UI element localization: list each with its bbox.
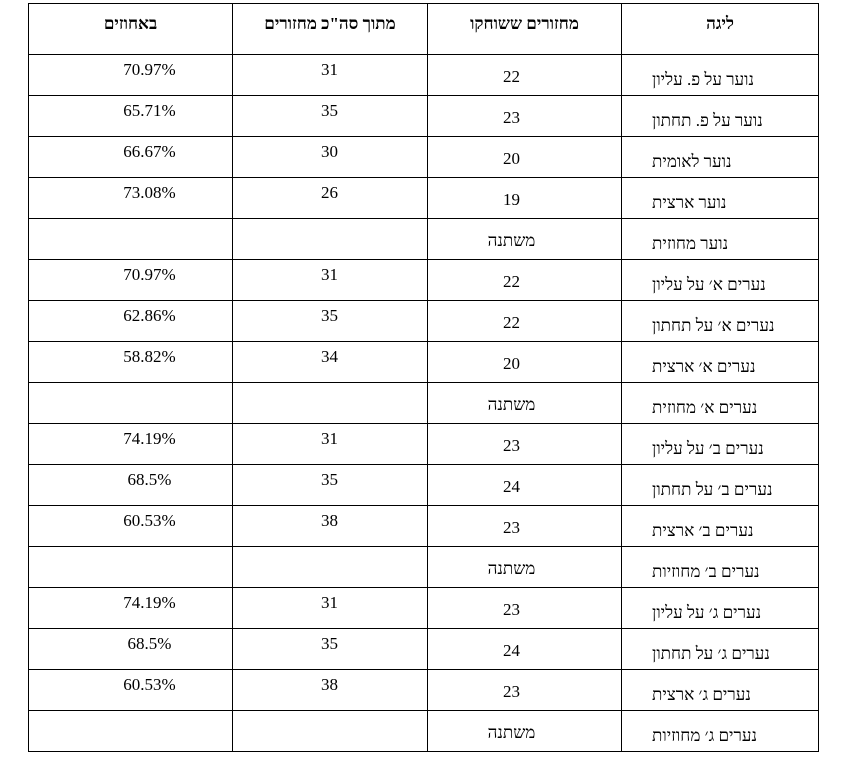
league-cell: נערים ב׳ על תחתון bbox=[622, 465, 819, 506]
percent-cell: 74.19% bbox=[29, 588, 233, 629]
rounds-played-cell: 24 bbox=[428, 465, 622, 506]
out-of-total-cell: 35 bbox=[233, 465, 428, 506]
league-cell: נערים ג׳ על עליון bbox=[622, 588, 819, 629]
header-percent: באחוזים bbox=[29, 4, 233, 55]
percent-cell: 66.67% bbox=[29, 137, 233, 178]
out-of-total-cell: 31 bbox=[233, 260, 428, 301]
league-rounds-table bbox=[28, 3, 819, 752]
league-cell: נוער על פ. עליון bbox=[622, 55, 819, 96]
rounds-played-cell: משתנה bbox=[428, 711, 622, 752]
out-of-total-cell: 31 bbox=[233, 588, 428, 629]
league-cell: נערים א׳ מחוזית bbox=[622, 383, 819, 424]
percent-cell bbox=[29, 711, 233, 752]
table-body bbox=[29, 55, 819, 752]
table-row bbox=[29, 547, 819, 588]
percent-cell: 74.19% bbox=[29, 424, 233, 465]
out-of-total-cell: 26 bbox=[233, 178, 428, 219]
league-cell: נערים ג׳ על תחתון bbox=[622, 629, 819, 670]
league-cell: נערים ב׳ ארצית bbox=[622, 506, 819, 547]
percent-cell bbox=[29, 383, 233, 424]
table-row bbox=[29, 383, 819, 424]
table-row bbox=[29, 424, 819, 465]
table-row bbox=[29, 301, 819, 342]
percent-cell: 68.5% bbox=[29, 465, 233, 506]
out-of-total-cell bbox=[233, 383, 428, 424]
rounds-played-cell: משתנה bbox=[428, 383, 622, 424]
table-row bbox=[29, 465, 819, 506]
rounds-played-cell: 22 bbox=[428, 55, 622, 96]
table-row bbox=[29, 55, 819, 96]
out-of-total-cell: 35 bbox=[233, 96, 428, 137]
table-row bbox=[29, 219, 819, 260]
league-cell: נערים ב׳ על עליון bbox=[622, 424, 819, 465]
rounds-played-cell: 23 bbox=[428, 588, 622, 629]
table-row bbox=[29, 588, 819, 629]
header-out-of-total: מתוך סה"כ מחזורים bbox=[233, 4, 428, 55]
percent-cell bbox=[29, 219, 233, 260]
table-row bbox=[29, 96, 819, 137]
league-cell: נוער לאומית bbox=[622, 137, 819, 178]
out-of-total-cell: 38 bbox=[233, 670, 428, 711]
rounds-played-cell: 20 bbox=[428, 137, 622, 178]
league-cell: נערים ב׳ מחוזיות bbox=[622, 547, 819, 588]
table-row bbox=[29, 260, 819, 301]
out-of-total-cell: 35 bbox=[233, 301, 428, 342]
out-of-total-cell bbox=[233, 219, 428, 260]
rounds-played-cell: 23 bbox=[428, 96, 622, 137]
rounds-played-cell: 23 bbox=[428, 424, 622, 465]
table-row bbox=[29, 670, 819, 711]
out-of-total-cell bbox=[233, 547, 428, 588]
league-cell: נערים א׳ על תחתון bbox=[622, 301, 819, 342]
table-row bbox=[29, 178, 819, 219]
table-row bbox=[29, 629, 819, 670]
rounds-played-cell: משתנה bbox=[428, 219, 622, 260]
league-cell: נוער ארצית bbox=[622, 178, 819, 219]
out-of-total-cell: 31 bbox=[233, 55, 428, 96]
league-cell: נערים א׳ ארצית bbox=[622, 342, 819, 383]
header-rounds-played: מחזורים ששוחקו bbox=[428, 4, 622, 55]
table-row bbox=[29, 137, 819, 178]
out-of-total-cell: 30 bbox=[233, 137, 428, 178]
league-cell: נוער על פ. תחתון bbox=[622, 96, 819, 137]
rounds-played-cell: 23 bbox=[428, 670, 622, 711]
percent-cell: 73.08% bbox=[29, 178, 233, 219]
header-league: ליגה bbox=[622, 4, 819, 55]
out-of-total-cell: 35 bbox=[233, 629, 428, 670]
percent-cell: 68.5% bbox=[29, 629, 233, 670]
percent-cell: 60.53% bbox=[29, 670, 233, 711]
percent-cell: 65.71% bbox=[29, 96, 233, 137]
rounds-played-cell: 19 bbox=[428, 178, 622, 219]
percent-cell: 70.97% bbox=[29, 55, 233, 96]
rounds-played-cell: 23 bbox=[428, 506, 622, 547]
rounds-played-cell: 22 bbox=[428, 260, 622, 301]
rounds-played-cell: 20 bbox=[428, 342, 622, 383]
table-header-row bbox=[29, 4, 819, 55]
league-cell: נערים ג׳ מחוזיות bbox=[622, 711, 819, 752]
out-of-total-cell: 31 bbox=[233, 424, 428, 465]
league-cell: נערים א׳ על עליון bbox=[622, 260, 819, 301]
table-row bbox=[29, 342, 819, 383]
percent-cell: 70.97% bbox=[29, 260, 233, 301]
league-cell: נוער מחוזית bbox=[622, 219, 819, 260]
rounds-played-cell: משתנה bbox=[428, 547, 622, 588]
rounds-played-cell: 22 bbox=[428, 301, 622, 342]
rounds-played-cell: 24 bbox=[428, 629, 622, 670]
percent-cell: 58.82% bbox=[29, 342, 233, 383]
table-row bbox=[29, 711, 819, 752]
league-cell: נערים ג׳ ארצית bbox=[622, 670, 819, 711]
out-of-total-cell bbox=[233, 711, 428, 752]
percent-cell: 60.53% bbox=[29, 506, 233, 547]
percent-cell bbox=[29, 547, 233, 588]
table-row bbox=[29, 506, 819, 547]
percent-cell: 62.86% bbox=[29, 301, 233, 342]
out-of-total-cell: 38 bbox=[233, 506, 428, 547]
out-of-total-cell: 34 bbox=[233, 342, 428, 383]
